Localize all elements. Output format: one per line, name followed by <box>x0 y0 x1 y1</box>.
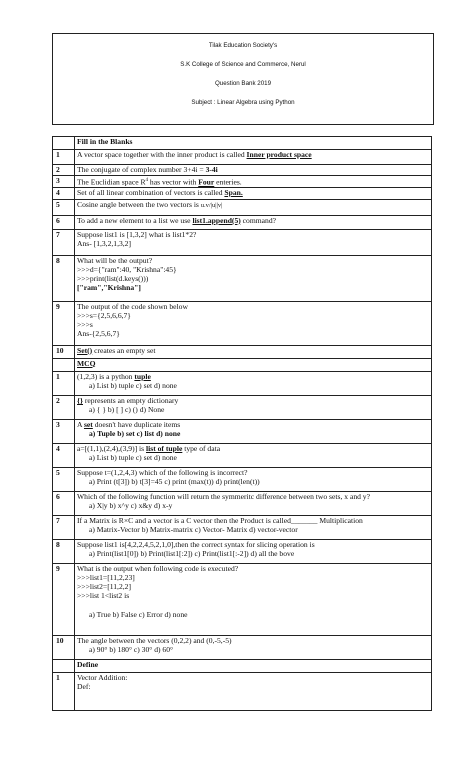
table-row <box>53 672 432 710</box>
question-text: Cosine angle between the two vectors is u.v/|u||v| <box>75 199 432 215</box>
question-text: The angle between the vectors (0,2,2) and (0,-5,-5) a) 90° b) 180° c) 30° d) 60° <box>75 635 432 659</box>
question-number: 4 <box>53 187 75 199</box>
question-text: If a Matrix is R×C and a vector is a C vector then the Product is called_______ Multiplication a) Matrix-Vector b) Matrix-matrix c) Vector- Matrix d) vector-vector <box>75 515 432 539</box>
college-name: S.K College of Science and Commerce, Nerul <box>180 61 306 69</box>
table-row <box>53 467 432 491</box>
question-text: A set doesn't have duplicate items a) Tuple b) set c) list d) none <box>75 419 432 443</box>
section-header-row <box>53 659 432 672</box>
table-row <box>53 419 432 443</box>
question-text: Suppose list1 is [1,3,2] what is list1*2? Ans- [1,3,2,1,3,2] <box>75 229 432 255</box>
table-row <box>53 443 432 467</box>
question-text: To add a new element to a list we use list1.append(5) command? <box>75 215 432 229</box>
question-number: 10 <box>53 345 75 358</box>
section-title-mcq: MCQ <box>75 358 432 371</box>
question-number: 1 <box>53 371 75 395</box>
question-text: Vector Addition: Def: <box>75 672 432 710</box>
table-row <box>53 371 432 395</box>
table-row <box>53 301 432 345</box>
table-row <box>53 539 432 563</box>
question-text: What will be the output? >>>d={"ram":40, "Krishna":45} >>>print(list(d.keys())) ["ram","Krishna"] <box>75 255 432 301</box>
table-row <box>53 199 432 215</box>
table-row <box>53 563 432 635</box>
question-text: The Euclidian space $R^4$ has vector with Four enteries. <box>75 176 432 188</box>
question-number: 2 <box>53 395 75 419</box>
question-number: 8 <box>53 255 75 301</box>
document-title: Question Bank 2019 <box>214 80 272 88</box>
question-text: Suppose t=(1,2,4,3) which of the following is incorrect? a) Print (t[3]) b) t[3]=45 c) print (max(t)) d) print(len(t)) <box>75 467 432 491</box>
question-number: 1 <box>53 672 75 710</box>
question-number: 6 <box>53 215 75 229</box>
section-header-row <box>53 137 432 150</box>
table-row <box>53 255 432 301</box>
question-text: The output of the code shown below >>>s={2,5,6,6,7} >>>s Ans-{2,5,6,7} <box>75 301 432 345</box>
question-number: 5 <box>53 199 75 215</box>
society-name: Tilak Education Society's <box>208 42 278 49</box>
question-text: Set() creates an empty set <box>75 345 432 358</box>
question-table <box>52 136 432 711</box>
question-number: 6 <box>53 491 75 515</box>
question-text: {} represents an empty dictionary a) { } b) [ ] c) () d) None <box>75 395 432 419</box>
question-text: Suppose list1 is[4,2,2,4,5,2,1,0],then the correct syntax for slicing operation is a) Print(list1[0]) b) Print(list1[:2]) c) Print(list1[:-2]) d) all the bove <box>75 539 432 563</box>
table-row <box>53 215 432 229</box>
table-row <box>53 187 432 199</box>
question-number: 10 <box>53 635 75 659</box>
question-text: The conjugate of complex number 3+4i = 3-4i <box>75 165 432 176</box>
question-number: 4 <box>53 443 75 467</box>
table-row <box>53 491 432 515</box>
question-number: 3 <box>53 176 75 188</box>
table-row <box>53 345 432 358</box>
table-row <box>53 150 432 165</box>
document-header <box>52 33 434 125</box>
question-number: 2 <box>53 165 75 176</box>
question-number: 1 <box>53 150 75 165</box>
question-number: 7 <box>53 515 75 539</box>
question-text: What is the output when following code is executed? >>>list1=[11,2,23] >>>list2=[11,2,2] >>>list 1<list2 is a) True b) False c) Error d) none <box>75 563 432 635</box>
question-text: a=[(1,1),(2,4),(3,9)] is list of tuple type of data a) List b) tuple c) set d) none <box>75 443 432 467</box>
question-number: 7 <box>53 229 75 255</box>
table-row <box>53 176 432 188</box>
question-number: 3 <box>53 419 75 443</box>
table-row <box>53 229 432 255</box>
table-row <box>53 395 432 419</box>
table-row <box>53 515 432 539</box>
section-title-define: Define <box>75 659 432 672</box>
question-number: 9 <box>53 563 75 635</box>
table-row <box>53 165 432 176</box>
subject-line: Subject : Linear Algebra using Python <box>191 98 295 106</box>
question-text: Set of all linear combination of vectors is called Span. <box>75 187 432 199</box>
table-row <box>53 635 432 659</box>
question-number: 9 <box>53 301 75 345</box>
question-text: (1,2,3) is a python tuple a) List b) tuple c) set d) none <box>75 371 432 395</box>
question-number: 5 <box>53 467 75 491</box>
section-header-row <box>53 358 432 371</box>
question-number: 8 <box>53 539 75 563</box>
section-title-fill: Fill in the Blanks <box>75 137 432 150</box>
question-text: Which of the following function will return the symmeritc difference between two sets, x and y? a) X|y b) x^y c) x&y d) x-y <box>75 491 432 515</box>
question-text: A vector space together with the inner product is called Inner product space <box>75 150 432 165</box>
